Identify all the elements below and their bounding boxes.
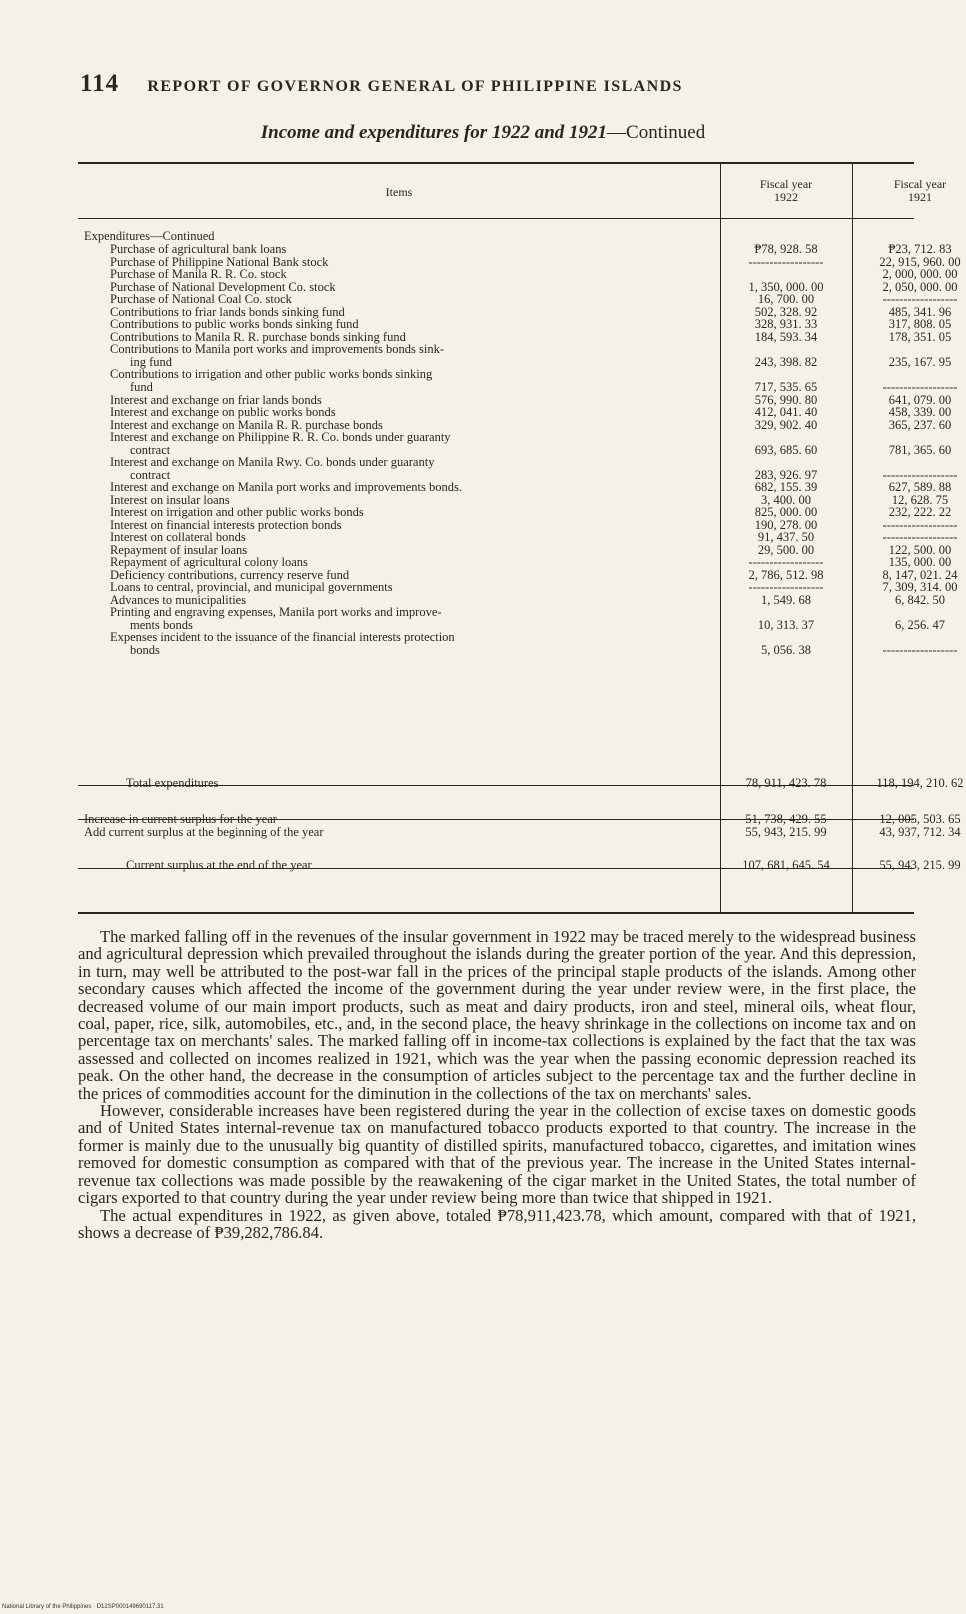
value-1922: 682, 155. 39 <box>754 480 818 494</box>
value-1922: 412, 041. 40 <box>754 405 818 419</box>
row-label: Interest and exchange on Manila Rwy. Co. bonds under guaranty <box>110 456 435 469</box>
value-1921: ------------------ <box>882 643 958 657</box>
value-1922: 3, 400. 00 <box>761 493 811 507</box>
value-1922: 1, 549. 68 <box>761 593 811 607</box>
table-caption <box>0 122 966 144</box>
row-label: Purchase of agricultural bank loans <box>110 243 287 256</box>
row-label: Expenses incident to the issuance of the financial interests protection <box>110 631 455 644</box>
row-label: Printing and engraving expenses, Manila port works and improve- <box>110 606 442 619</box>
row-label: Interest on insular loans <box>110 494 230 507</box>
caption-continued: —Continued <box>607 122 706 143</box>
col-header-items: Items <box>385 185 413 199</box>
value-1921: ₱23, 712. 83 <box>888 242 952 256</box>
value-1921: ------------------ <box>882 380 958 394</box>
row-label: ments bonds <box>130 619 193 632</box>
value-1922: ------------------ <box>748 255 824 269</box>
value-1921: 6, 256. 47 <box>895 618 945 632</box>
row-label: Total expenditures <box>126 777 219 790</box>
value-1921: 12, 005, 503. 65 <box>879 812 961 826</box>
row-label: Contributions to Manila port works and improvements bonds sink- <box>110 343 445 356</box>
value-1922: 576, 990. 80 <box>754 393 818 407</box>
paragraph: The actual expenditures in 1922, as given above, totaled ₱78,911,423.78, which amount, compared with that of 1921, shows a decrease of ₱39,282,786.84. <box>78 1205 916 1242</box>
value-1922: 2, 786, 512. 98 <box>748 568 824 582</box>
scan-footer: National Library of the Philippines · D12SP000149690117.31 <box>2 1604 164 1610</box>
value-1922: 91, 437. 50 <box>757 530 815 544</box>
row-label: Contributions to friar lands bonds sinking fund <box>110 306 345 319</box>
value-1922: 243, 398. 82 <box>754 355 818 369</box>
value-1921: 135, 000. 00 <box>888 555 952 569</box>
row-label: Purchase of National Coal Co. stock <box>110 293 292 306</box>
value-1922: 5, 056. 38 <box>761 643 811 657</box>
value-1921: 8, 147, 021. 24 <box>882 568 958 582</box>
row-label: Contributions to public works bonds sinking fund <box>110 318 359 331</box>
paragraph: However, considerable increases have been registered during the year in the collection of excise taxes on domestic goods and of United States internal-revenue tax on manufactured tobacco products exported to that country. The increase in the former is mainly due to the unusually big quantity of distilled spirits, manufactured tobacco, cigarettes, and imitation wines removed for domestic consumption as compared with that of the previous year. The increase in the United States internal-revenue tax collections was made possible by the reawakening of the cigar market in the United States, the total number of cigars exported to that country during the year under review being more than twice that shipped in 1921. <box>78 1101 916 1208</box>
report-title: REPORT OF GOVERNOR GENERAL OF PHILIPPINE ISLANDS <box>147 78 683 95</box>
value-1922: 693, 685. 60 <box>754 443 818 457</box>
value-1922: 329, 902. 40 <box>754 418 818 432</box>
row-label: Contributions to irrigation and other public works bonds sinking <box>110 368 433 381</box>
value-1922: 717, 535. 65 <box>754 380 818 394</box>
value-1922: ------------------ <box>748 580 824 594</box>
value-1921: 12, 628. 75 <box>891 493 949 507</box>
value-1922: 502, 328. 92 <box>754 305 818 319</box>
value-1921: 641, 079. 00 <box>888 393 952 407</box>
value-1921: 458, 339. 00 <box>888 405 952 419</box>
row-label: Increase in current surplus for the year <box>84 813 277 826</box>
row-label: Interest on financial interests protection bonds <box>110 519 342 532</box>
page-number: 114 <box>80 70 120 97</box>
row-label: contract <box>130 444 171 457</box>
value-1921: ------------------ <box>882 530 958 544</box>
body-text <box>78 928 916 1241</box>
value-1922: 16, 700. 00 <box>757 292 815 306</box>
caption-title: Income and expenditures for 1922 and 1921 <box>260 122 608 143</box>
row-label: Loans to central, provincial, and municipal governments <box>110 581 393 594</box>
value-1922: 1, 350, 000. 00 <box>748 280 824 294</box>
row-label: fund <box>130 381 153 394</box>
row-label: contract <box>130 469 171 482</box>
row-label: Interest and exchange on public works bonds <box>110 406 336 419</box>
value-1921: 43, 937, 712. 34 <box>879 825 961 839</box>
col-header-1922-line1: Fiscal year <box>759 177 813 191</box>
row-label: ing fund <box>130 356 173 369</box>
value-1921: 781, 365. 60 <box>888 443 952 457</box>
value-1922: 283, 926. 97 <box>754 468 818 482</box>
row-label: Deficiency contributions, currency reserve fund <box>110 569 350 582</box>
value-1921: 317, 808. 05 <box>888 317 952 331</box>
row-label: Interest on irrigation and other public works bonds <box>110 506 364 519</box>
value-1921: 22, 915, 960. 00 <box>879 255 961 269</box>
col-header-1921 <box>853 178 966 204</box>
row-label: Interest and exchange on Manila R. R. purchase bonds <box>110 419 383 432</box>
value-1922: 328, 931. 33 <box>754 317 818 331</box>
value-1922: 78, 911, 423. 78 <box>745 776 827 790</box>
row-label: Add current surplus at the beginning of the year <box>84 826 324 839</box>
row-label: Interest and exchange on Manila port works and improvements bonds. <box>110 481 462 494</box>
row-label: Purchase of Manila R. R. Co. stock <box>110 268 287 281</box>
value-1922: ------------------ <box>748 555 824 569</box>
value-1921: ------------------ <box>882 518 958 532</box>
paragraph: The marked falling off in the revenues of the insular government in 1922 may be traced merely to the widespread business and agricultural depression which prevailed throughout the islands during the greater portion of the year. And this depression, in turn, may well be attributed to the post-war fall in the prices of the principal staple products of the islands. Among other secondary causes which affected the income of the government during the year under review were, in the first place, the decreased volume of our main import products, such as meat and dairy products, iron and steel, mineral oils, wheat flour, coal, paper, rice, silk, automobiles, etc., and, in the second place, the heavy shrinkage in the collections on income tax and on percentage tax on merchants' sales. The marked falling off in income-tax collections is explained by the fact that the tax was assessed and collected on incomes realized in 1921, which was the year when the passing economic depression reached its peak. On the other hand, the decrease in the consumption of articles subject to the percentage tax and the further decline in the prices of commodities account for the diminution in the collections of the tax on merchants' sales. <box>78 927 916 1103</box>
row-label: Interest and exchange on Philippine R. R. Co. bonds under guaranty <box>110 431 451 444</box>
value-1922: 51, 738, 429. 55 <box>745 812 827 826</box>
value-1921: 7, 309, 314. 00 <box>882 580 958 594</box>
value-1921: 122, 500. 00 <box>888 543 952 557</box>
col-header-1921-line1: Fiscal year <box>893 177 947 191</box>
col-header-1921-line2: 1921 <box>908 190 932 204</box>
row-label: Advances to municipalities <box>110 594 247 607</box>
value-1921: 365, 237. 60 <box>888 418 952 432</box>
value-1921: 6, 842. 50 <box>895 593 945 607</box>
col-header-1922 <box>721 178 851 204</box>
value-1922: 825, 000. 00 <box>754 505 818 519</box>
row-label: Expenditures—Continued <box>84 230 215 243</box>
row-label: Contributions to Manila R. R. purchase bonds sinking fund <box>110 331 406 344</box>
row-label: Interest on collateral bonds <box>110 531 246 544</box>
row-label: Repayment of insular loans <box>110 544 248 557</box>
header-rule <box>78 218 914 219</box>
row-label: Interest and exchange on friar lands bonds <box>110 394 322 407</box>
row-label: bonds <box>130 644 160 657</box>
row-label: Repayment of agricultural colony loans <box>110 556 308 569</box>
row-label: Purchase of Philippine National Bank stock <box>110 256 329 269</box>
value-1921: 2, 000, 000. 00 <box>882 267 958 281</box>
value-1921: 232, 222. 22 <box>888 505 952 519</box>
value-1922: 29, 500. 00 <box>757 543 815 557</box>
value-1921: 55, 943, 215. 99 <box>879 858 961 872</box>
value-1921: 235, 167. 95 <box>888 355 952 369</box>
value-1921: 485, 341. 96 <box>888 305 952 319</box>
value-1921: 178, 351. 05 <box>888 330 952 344</box>
value-1922: 55, 943, 215. 99 <box>745 825 827 839</box>
value-1922: 184, 593. 34 <box>754 330 818 344</box>
expenditures-table <box>78 162 964 914</box>
value-1922: ₱78, 928. 58 <box>754 242 818 256</box>
value-1921: 118, 194, 210. 62 <box>876 776 964 790</box>
row-label: Current surplus at the end of the year <box>126 859 312 872</box>
value-1922: 190, 278. 00 <box>754 518 818 532</box>
value-1921: ------------------ <box>882 468 958 482</box>
row-label: Purchase of National Development Co. stock <box>110 281 336 294</box>
value-1921: 627, 589. 88 <box>888 480 952 494</box>
value-1922: 107, 681, 645. 54 <box>742 858 830 872</box>
col-header-1922-line2: 1922 <box>774 190 798 204</box>
value-1922: 10, 313. 37 <box>757 618 815 632</box>
running-header <box>80 70 920 98</box>
value-1921: 2, 050, 000. 00 <box>882 280 958 294</box>
value-1921: ------------------ <box>882 292 958 306</box>
